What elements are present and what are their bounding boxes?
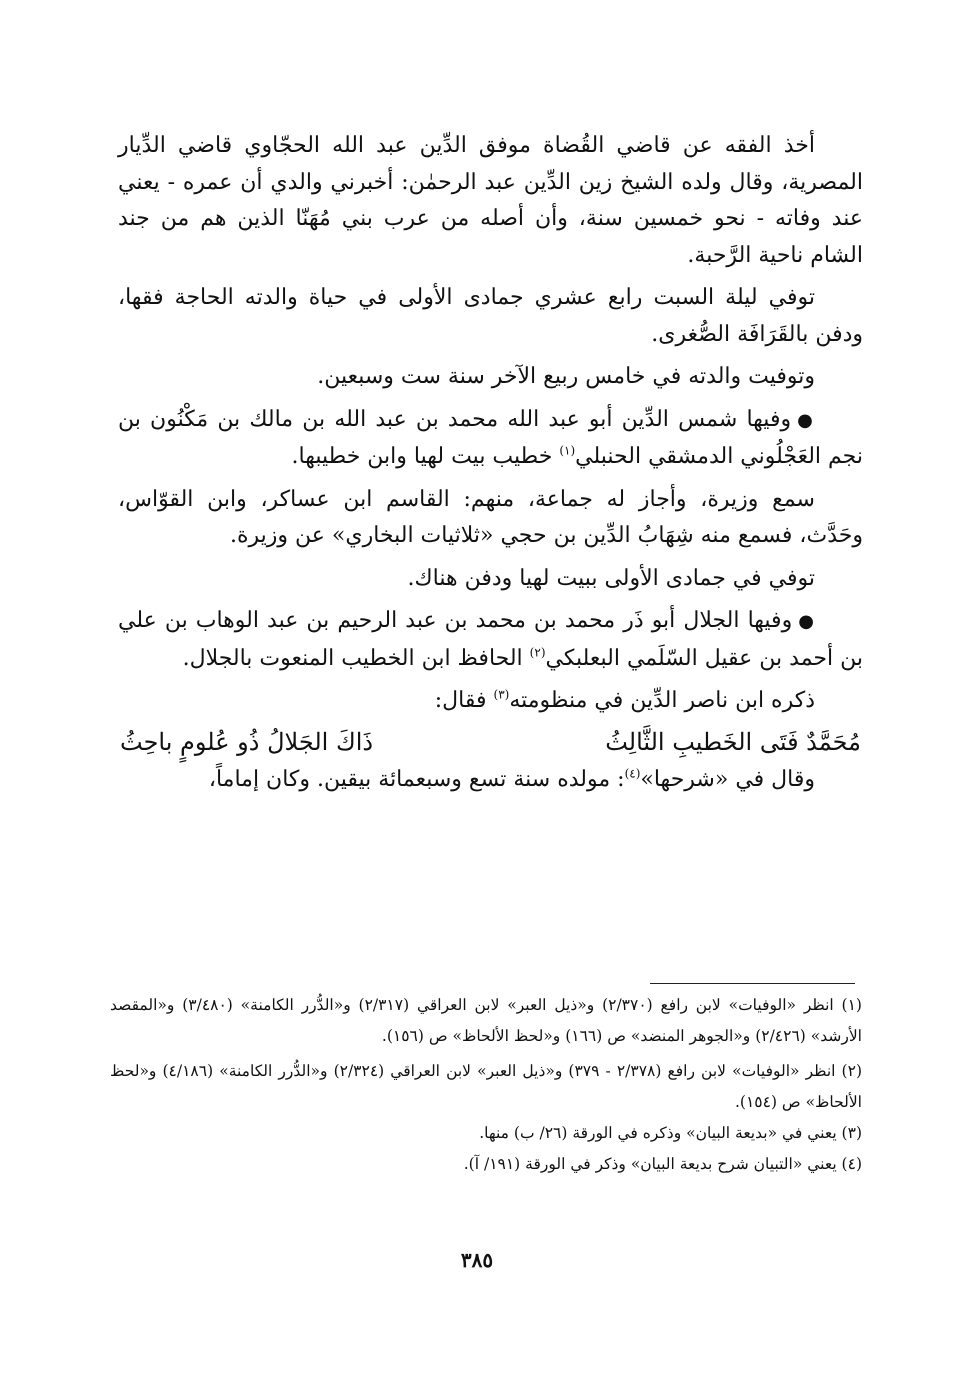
entry-text: الحافظ ابن الخطيب المنعوت بالجلال. bbox=[182, 645, 530, 671]
footnotes bbox=[110, 990, 862, 1180]
paragraph bbox=[118, 762, 863, 799]
biography-entry bbox=[118, 603, 863, 677]
paragraph: توفي في جمادى الأولى ببيت لهيا ودفن هناك. bbox=[407, 565, 815, 591]
page-number: ٣٨٥ bbox=[460, 1248, 494, 1272]
paragraph-text: ذكره ابن ناصر الدِّين في منظومته bbox=[509, 688, 815, 713]
main-text bbox=[118, 128, 863, 798]
paragraph: توفي ليلة السبت رابع عشري جمادى الأولى في حياة والدته الحاجة فقها، ودفن بالقَرَافَة الصُّغرى. bbox=[118, 285, 863, 347]
entry-text: وفيها الجلال أبو ذَر محمد بن محمد بن عبد الرحيم بن عبد الوهاب بن علي بن أحمد بن عقيل السّلَمي البعلبكي bbox=[118, 608, 863, 671]
footnote-ref: (٢) bbox=[529, 645, 546, 660]
footnote: (٢) انظر «الوفيات» لابن رافع (٢/٣٧٨ - ٣٧٩) و«ذيل العبر» لابن العراقي (٢/٣٢٤) و«الدُّرر الكامنة» (٤/١٨٦) و«لحظ الألحاظ» ص (١٥٤). bbox=[110, 1062, 862, 1111]
footnote-ref: (١) bbox=[559, 443, 576, 458]
footnote-ref: (٤) bbox=[624, 766, 641, 781]
footnote: (٣) يعني في «بديعة البيان» وذكره في الورقة (٢٦/ ب) منها. bbox=[479, 1124, 862, 1142]
paragraph: أخذ الفقه عن قاضي القُضاة موفق الدِّين عبد الله الحجّاوي قاضي الدِّيار المصرية، وقال ولده الشيخ زين الدِّين عبد الرحمٰن: أخبرني والدي أن عمره - يعني عند وفاته - نحو خمسين سنة، وأن أصله من عرب بني مُهَنّا الذين هم من جند الشام ناحية الرَّحبة. bbox=[118, 133, 863, 268]
footnote-ref: (٣) bbox=[493, 687, 510, 702]
verse-second-hemistich: ذَاكَ الجَلالُ ذُو عُلومٍ باحِثُ bbox=[120, 727, 374, 756]
bullet-icon: ● bbox=[798, 611, 815, 632]
footnote: (١) انظر «الوفيات» لابن رافع (٢/٣٧٠) و«ذيل العبر» لابن العراقي (٢/٣١٧) و«الدُّرر الكامنة» (٣/٤٨٠) و«المقصد الأرشد» (٢/٤٢٦) و«الجوهر المنضد» ص (١٦٦) و«لحظ الألحاظ» ص (١٥٦). bbox=[110, 996, 862, 1045]
paragraph bbox=[118, 683, 863, 720]
paragraph-text: فقال: bbox=[434, 688, 494, 713]
paragraph-text: : مولده سنة تسع وسبعمائة بيقين. وكان إماماً، bbox=[208, 766, 625, 792]
paragraph-text: وقال في «شرحها» bbox=[640, 766, 815, 792]
poem-verse bbox=[118, 722, 863, 762]
footnote: (٤) يعني «التبيان شرح بديعة البيان» وذكر في الورقة (١٩١/ آ). bbox=[463, 1155, 862, 1173]
bullet-icon: ● bbox=[797, 409, 815, 431]
verse-first-hemistich: مُحَمَّدٌ فَتَى الخَطيبِ الثَّالِثُ bbox=[605, 727, 861, 756]
footnote-separator bbox=[650, 983, 855, 984]
paragraph: وتوفيت والدته في خامس ربيع الآخر سنة ست وسبعين. bbox=[317, 364, 815, 389]
entry-text: وفيها شمس الدِّين أبو عبد الله محمد بن عبد الله بن مالك بن مَكْنُون بن نجم العَجْلُوني الدمشقي الحنبلي bbox=[118, 406, 863, 469]
paragraph: سمع وزيرة، وأجاز له جماعة، منهم: القاسم ابن عساكر، وابن القوّاس، وحَدَّث، فسمع منه شِهَابُ الدِّين بن حجي «ثلاثيات البخاري» عن وزيرة. bbox=[118, 486, 863, 548]
entry-text: خطيب بيت لهيا وابن خطيبها. bbox=[291, 444, 560, 469]
biography-entry bbox=[118, 402, 863, 476]
